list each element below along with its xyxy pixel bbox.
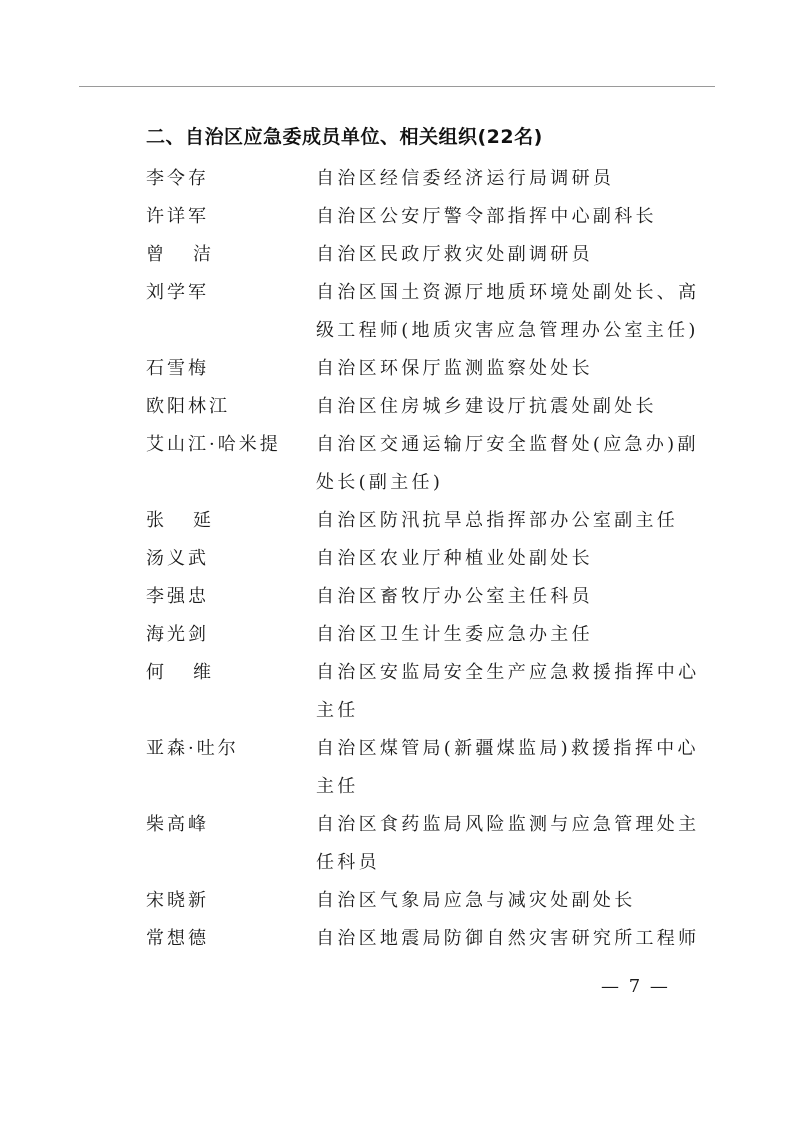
member-name: 石雪梅: [146, 358, 209, 379]
member-position: 自治区农业厅种植业处副处长: [316, 548, 593, 569]
member-name: 常想德: [146, 928, 209, 949]
member-name: 欧阳林江: [146, 396, 230, 417]
member-name: 许详军: [146, 206, 209, 227]
member-name: 亚森·吐尔: [146, 738, 239, 759]
member-name: 海光剑: [146, 624, 209, 645]
member-row: [0, 806, 793, 882]
member-name: 汤义武: [146, 548, 209, 569]
member-row: [0, 616, 793, 654]
member-name: 曾洁: [146, 244, 240, 265]
member-row: [0, 920, 793, 958]
member-name: 李令存: [146, 168, 209, 189]
member-position: 自治区交通运输厅安全监督处(应急办)副 处长(副主任): [316, 434, 699, 493]
member-row: [0, 160, 793, 198]
member-name: 何维: [146, 662, 240, 683]
member-position: 自治区气象局应急与减灾处副处长: [316, 890, 636, 911]
member-row: [0, 578, 793, 616]
member-list: [0, 160, 793, 958]
member-position: 自治区食药监局风险监测与应急管理处主 任科员: [316, 814, 700, 873]
member-position: 自治区卫生计生委应急办主任: [316, 624, 593, 645]
member-name: 艾山江·哈米提: [146, 434, 281, 455]
member-row: [0, 502, 793, 540]
member-name: 刘学军: [146, 282, 209, 303]
member-position: 自治区煤管局(新疆煤监局)救援指挥中心 主任: [316, 738, 699, 797]
member-position: 自治区国土资源厅地质环境处副处长、高 级工程师(地质灾害应急管理办公室主任): [316, 282, 700, 341]
member-row: [0, 350, 793, 388]
member-row: [0, 274, 793, 350]
page-number: — 7 —: [601, 976, 670, 997]
member-position: 自治区畜牧厅办公室主任科员: [316, 586, 593, 607]
member-row: [0, 882, 793, 920]
member-row: [0, 654, 793, 730]
member-row: [0, 426, 793, 502]
member-name: 李强忠: [146, 586, 209, 607]
member-position: 自治区经信委经济运行局调研员: [316, 168, 615, 189]
member-position: 自治区环保厅监测监察处处长: [316, 358, 593, 379]
member-row: [0, 730, 793, 806]
section-heading: 二、自治区应急委成员单位、相关组织(22名): [146, 126, 543, 148]
member-row: [0, 388, 793, 426]
member-position: 自治区公安厅警令部指挥中心副科长: [316, 206, 657, 227]
member-position: 自治区防汛抗旱总指挥部办公室副主任: [316, 510, 679, 531]
member-name: 宋晓新: [146, 890, 209, 911]
member-position: 自治区民政厅救灾处副调研员: [316, 244, 593, 265]
member-name: 柴高峰: [146, 814, 209, 835]
member-row: [0, 540, 793, 578]
member-row: [0, 236, 793, 274]
member-position: 自治区住房城乡建设厅抗震处副处长: [316, 396, 657, 417]
member-row: [0, 198, 793, 236]
member-position: 自治区安监局安全生产应急救援指挥中心 主任: [316, 662, 700, 721]
member-position: 自治区地震局防御自然灾害研究所工程师: [316, 928, 700, 949]
header-rule: [79, 86, 715, 87]
member-name: 张延: [146, 510, 240, 531]
